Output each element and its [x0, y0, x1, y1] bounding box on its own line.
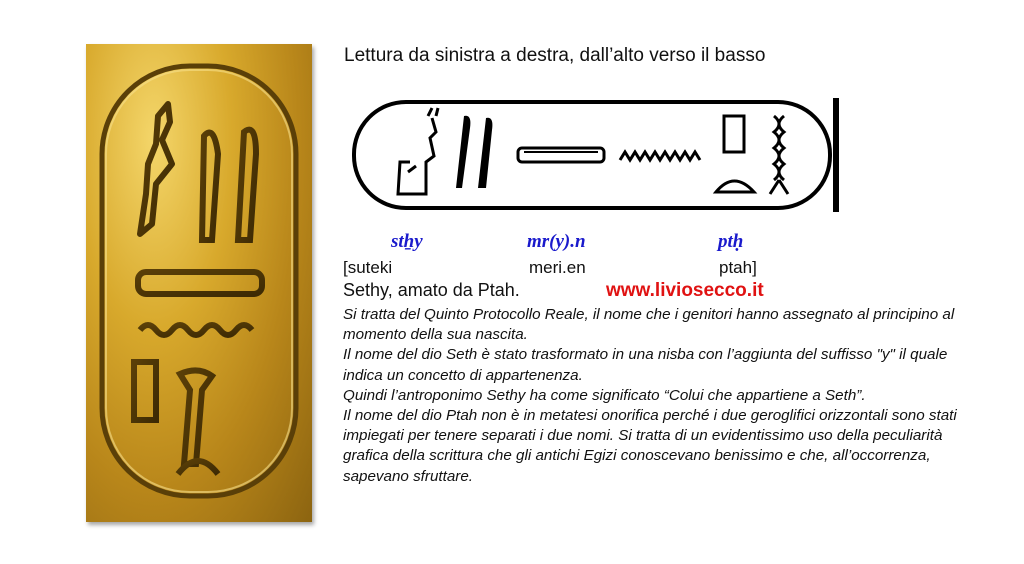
- reading-ptah: ptah]: [719, 258, 757, 277]
- explanation-block: [343, 305, 963, 487]
- explanation-paragraph: Il nome del dio Ptah non è in metatesi onorifica perché i due geroglifici orizzontali sono stati impiegati per tenere separati i due nomi. Si tratta di un evidentissimo uso della peculiarità grafica della scrittura che gli antichi Egizi conoscevano benissimo e che, all’occorrenza, sapevano sfruttare.: [343, 407, 957, 485]
- explanation-paragraph: Si tratta del Quinto Protocollo Reale, il nome che i genitori hanno assegnato al principino al momento della sua nascita.: [343, 306, 955, 344]
- transliteration-pth: ptḥ: [718, 231, 744, 252]
- translation-text: Sethy, amato da Ptah.: [343, 280, 520, 300]
- p-glyph: [724, 116, 744, 152]
- transliteration-mryn: mr(y).n: [527, 231, 586, 252]
- cartouche-bar: [833, 98, 839, 212]
- seth-glyph: [398, 108, 438, 194]
- water-glyph: [620, 152, 700, 160]
- website-link[interactable]: www.liviosecco.it: [606, 280, 764, 301]
- hieroglyph-cartouche: [346, 96, 846, 214]
- t-glyph: [716, 181, 754, 192]
- reed-glyph-2: [478, 118, 492, 188]
- gold-cartouche-photo: [86, 44, 312, 522]
- gold-cartouche-relief: [86, 44, 312, 522]
- reading-merien: meri.en: [529, 258, 586, 277]
- explanation-paragraph: Quindi l’antroponimo Sethy ha come significato “Colui che appartiene a Seth”.: [343, 386, 866, 404]
- transliteration-sthy: stẖy: [391, 231, 423, 252]
- mr-glyph: [518, 148, 604, 162]
- reading-suteki: [suteki: [343, 258, 393, 277]
- page-heading: Lettura da sinistra a destra, dall’alto verso il basso: [344, 45, 766, 66]
- h-glyph: [770, 116, 788, 194]
- explanation-paragraph: Il nome del dio Seth è stato trasformato in una nisba con l’aggiunta del suffisso "y" il quale indica un concetto di appartenenza.: [343, 346, 948, 384]
- reed-glyph: [456, 116, 470, 188]
